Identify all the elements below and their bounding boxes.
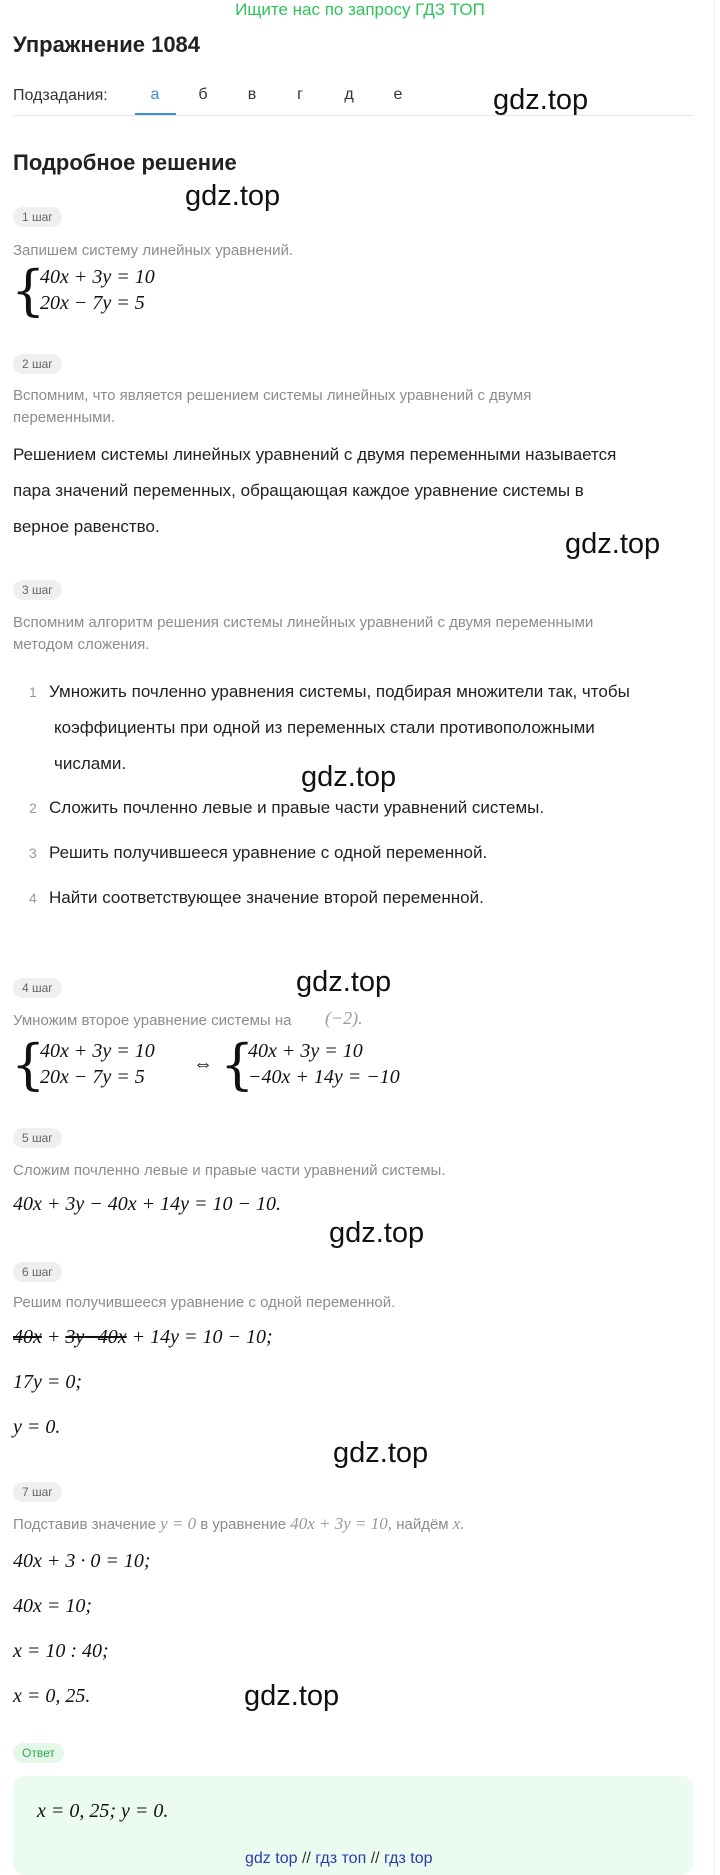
cancelled-term: 40x: [13, 1326, 42, 1348]
tab-v[interactable]: в: [247, 86, 257, 103]
step-hint: Вспомним алгоритм решения системы линейных уравнений с двумя переменными: [13, 614, 594, 631]
step-hint: Решим получившееся уравнение с одной переменной.: [13, 1294, 396, 1311]
equivalence-sign: ⇔: [193, 1053, 213, 1075]
equation: x = 0, 25.: [13, 1685, 91, 1707]
system-brace: {: [220, 1033, 255, 1096]
cancelled-term: −40x: [84, 1326, 127, 1348]
page-edge-divider: [714, 0, 715, 1875]
equation: 40x + 3y = 10: [40, 266, 155, 288]
footer-separator: //: [301, 1850, 311, 1867]
list-number: 2: [29, 800, 37, 816]
step-badge: 2 шаг: [13, 354, 62, 374]
step-badge: 3 шаг: [13, 580, 62, 600]
equation: 40x + 3y = 10: [40, 1040, 155, 1062]
equation: 17y = 0;: [13, 1371, 83, 1393]
watermark: gdz.top: [333, 1437, 429, 1469]
equation: 40x + 3y − 40x + 14y = 10 − 10.: [13, 1193, 281, 1215]
equation: 20x − 7y = 5: [40, 1066, 145, 1088]
list-item: Сложить почленно левые и правые части уравнений системы.: [49, 798, 545, 817]
step-badge: 5 шаг: [13, 1128, 62, 1148]
watermark: gdz.top: [244, 1680, 340, 1712]
watermark: gdz.top: [565, 528, 661, 560]
answer-badge: Ответ: [13, 1743, 64, 1763]
definition-text: Решением системы линейных уравнений с двумя переменными называется: [13, 445, 617, 464]
search-banner: Ищите нас по запросу ГДЗ ТОП: [235, 0, 485, 19]
list-number: 4: [29, 890, 37, 906]
tab-b[interactable]: б: [198, 86, 208, 103]
solution-title: Подробное решение: [13, 150, 237, 175]
page-title: Упражнение 1084: [13, 32, 201, 57]
tab-a[interactable]: а: [150, 86, 160, 103]
tab-g[interactable]: г: [297, 86, 303, 103]
footer-link[interactable]: гдз top: [384, 1850, 433, 1867]
tabs-divider: [13, 115, 693, 116]
definition-text: пара значений переменных, обращающая каждое уравнение системы в: [13, 481, 584, 500]
step-hint: Вспомним, что является решением системы линейных уравнений с двумя: [13, 387, 532, 404]
list-number: 3: [29, 845, 37, 861]
footer-link[interactable]: гдз топ: [315, 1850, 367, 1867]
list-number: 1: [29, 684, 37, 700]
equation: x = 10 : 40;: [13, 1640, 109, 1662]
step-badge: 7 шаг: [13, 1482, 62, 1502]
step-badge: 6 шаг: [13, 1262, 62, 1282]
equation: 40x + 3y = 10: [248, 1040, 363, 1062]
multiplier: (−2).: [325, 1008, 363, 1028]
equation: 20x − 7y = 5: [40, 292, 145, 314]
answer-value: x = 0, 25; y = 0.: [37, 1800, 169, 1822]
cancelled-equation: 40x + 3y−40x + 14y = 10 − 10;: [13, 1326, 273, 1348]
list-item: Найти соответствующее значение второй переменной.: [49, 888, 484, 907]
equation: 40x = 10;: [13, 1595, 93, 1617]
system-brace: {: [11, 1033, 46, 1096]
footer-link[interactable]: gdz top: [245, 1850, 298, 1867]
watermark: gdz.top: [185, 180, 281, 212]
step-hint: Умножим второе уравнение системы на: [13, 1012, 292, 1029]
list-item: Решить получившееся уравнение с одной переменной.: [49, 843, 488, 862]
footer-separator: //: [370, 1850, 380, 1867]
watermark: gdz.top: [493, 84, 589, 116]
list-item: Умножить почленно уравнения системы, подбирая множители так, чтобы: [49, 682, 630, 701]
cancelled-term: 3y: [65, 1326, 85, 1348]
equation: −40x + 14y = −10: [248, 1066, 400, 1088]
footer-links: [245, 1850, 433, 1868]
list-item: числами.: [54, 754, 127, 773]
tab-e[interactable]: е: [393, 86, 403, 103]
watermark: gdz.top: [296, 966, 392, 998]
equation: 40x + 3 · 0 = 10;: [13, 1550, 151, 1572]
watermark: gdz.top: [301, 761, 397, 793]
subtasks-label: Подзадания:: [13, 87, 108, 104]
step-badge: 4 шаг: [13, 978, 62, 998]
system-brace: {: [11, 259, 46, 322]
step-hint: Подставив значение y = 0 в уравнение 40x + 3y = 10, найдём x.: [13, 1514, 465, 1533]
watermark: gdz.top: [329, 1217, 425, 1249]
step-badge: 1 шаг: [13, 207, 62, 227]
list-item: коэффициенты при одной из переменных стали противоположными: [54, 718, 595, 737]
equation: y = 0.: [13, 1416, 61, 1438]
definition-text: верное равенство.: [13, 517, 160, 536]
tab-d[interactable]: д: [344, 86, 354, 103]
step-hint: Запишем систему линейных уравнений.: [13, 242, 294, 259]
step-hint: переменными.: [13, 409, 116, 426]
step-hint: методом сложения.: [13, 636, 150, 653]
step-hint: Сложим почленно левые и правые части уравнений системы.: [13, 1162, 446, 1179]
